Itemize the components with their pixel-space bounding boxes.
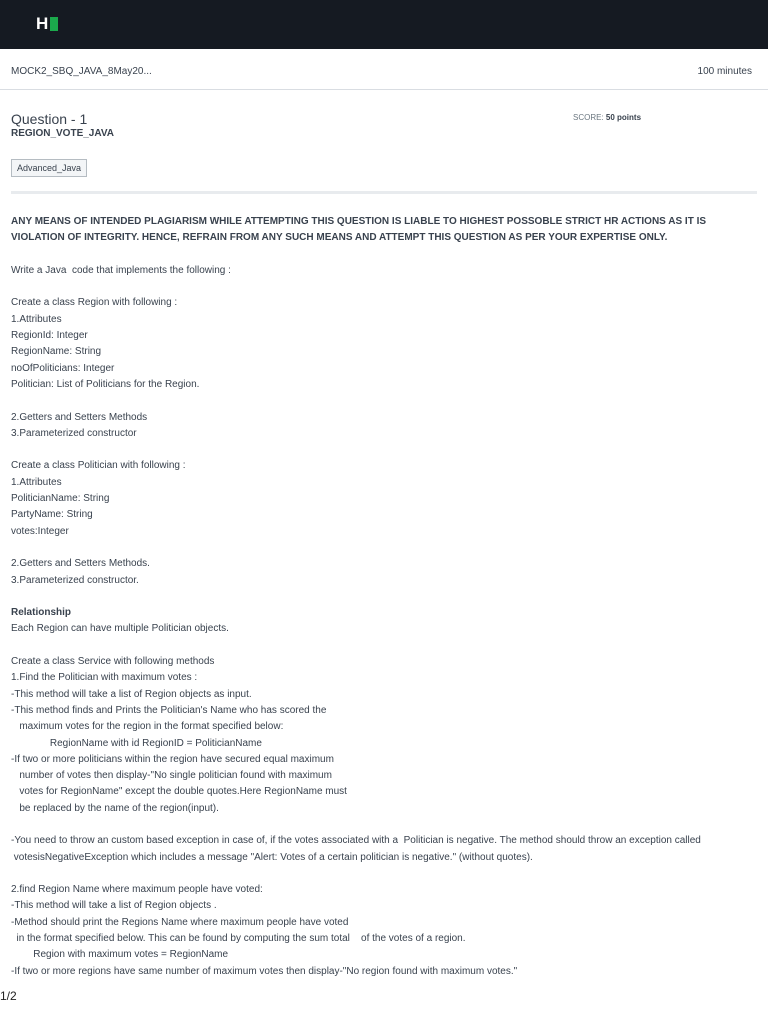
logo-accent-block — [50, 17, 58, 31]
question-body — [11, 214, 759, 980]
body-line: Politician: List of Politicians for the Region. — [11, 378, 200, 390]
score-value: 50 points — [605, 113, 642, 122]
body-line: -You need to throw an custom based exception in case of, if the votes associated with a Politician is negative. The method should throw an exception called — [11, 835, 701, 847]
body-line: 3.Parameterized constructor. — [11, 574, 139, 586]
question-title: Question - 1 — [11, 111, 88, 127]
body-line: 2.Getters and Setters Methods — [11, 411, 148, 423]
score-label-text: SCORE: — [573, 113, 604, 122]
body-line: in the format specified below. This can be found by computing the sum total of the votes of a region. — [11, 933, 466, 945]
score-label — [573, 113, 641, 122]
body-line: votes for RegionName" except the double quotes.Here RegionName must — [11, 786, 347, 798]
test-name[interactable]: MOCK2_SBQ_JAVA_8May20... — [11, 66, 152, 77]
body-line: Write a Java code that implements the following : — [11, 264, 231, 276]
relationship-heading: Relationship — [11, 607, 72, 619]
body-line: Each Region can have multiple Politician objects. — [11, 623, 229, 635]
body-line: 2.Getters and Setters Methods. — [11, 558, 150, 570]
body-line: Create a class Service with following methods — [11, 656, 215, 668]
body-line: number of votes then display-"No single politician found with maximum — [11, 770, 332, 782]
body-line: Create a class Politician with following : — [11, 460, 186, 472]
body-line: 1.Find the Politician with maximum votes : — [11, 672, 198, 684]
body-line: 1.Attributes — [11, 313, 62, 325]
body-line: -If two or more regions have same number of maximum votes then display-"No region found with maximum votes." — [11, 965, 518, 977]
body-line: noOfPoliticians: Integer — [11, 362, 115, 374]
body-line: maximum votes for the region in the format specified below: — [11, 721, 284, 733]
section-divider — [11, 191, 757, 194]
body-line: -Method should print the Regions Name where maximum people have voted — [11, 916, 349, 928]
top-navbar — [0, 0, 768, 49]
question-tag: Advanced_Java — [11, 159, 87, 177]
body-line: votesisNegativeException which includes a message "Alert: Votes of a certain politician is negative." (without quotes). — [11, 851, 533, 863]
body-line: 1.Attributes — [11, 476, 62, 488]
question-code: REGION_VOTE_JAVA — [11, 128, 114, 139]
body-line: Region with maximum votes = RegionName — [11, 949, 229, 961]
test-duration: 100 minutes — [697, 66, 752, 77]
body-line: votes:Integer — [11, 525, 69, 537]
body-line: -If two or more politicians within the region have secured equal maximum — [11, 753, 334, 765]
body-line: -This method will take a list of Region objects as input. — [11, 688, 252, 700]
body-line: Create a class Region with following : — [11, 297, 178, 309]
logo-letter: H — [36, 14, 49, 33]
body-line: 3.Parameterized constructor — [11, 427, 137, 439]
body-line: RegionName: String — [11, 346, 102, 358]
body-line: PoliticianName: String — [11, 493, 110, 505]
body-line: PartyName: String — [11, 509, 93, 521]
body-line: -This method will take a list of Region objects . — [11, 900, 217, 912]
body-line: 2.find Region Name where maximum people have voted: — [11, 884, 263, 896]
body-line: RegionId: Integer — [11, 330, 88, 342]
body-line: RegionName with id RegionID = PoliticianName — [11, 737, 262, 749]
plagiarism-warning: ANY MEANS OF INTENDED PLAGIARISM WHILE ATTEMPTING THIS QUESTION IS LIABLE TO HIGHEST POSSOBLE STRICT HR ACTIONS AS IT IS VIOLATION OF INTEGRITY. HENCE, REFRAIN FROM ANY SUCH MEANS AND ATTEMPT THIS QUESTION AS PER YOUR EXPERTISE ONLY. — [11, 216, 707, 244]
page-number: 1/2 — [0, 989, 17, 1003]
body-line: -This method finds and Prints the Politician's Name who has scored the — [11, 704, 327, 716]
hackerrank-logo[interactable] — [36, 15, 58, 33]
body-line: be replaced by the name of the region(input). — [11, 802, 219, 814]
